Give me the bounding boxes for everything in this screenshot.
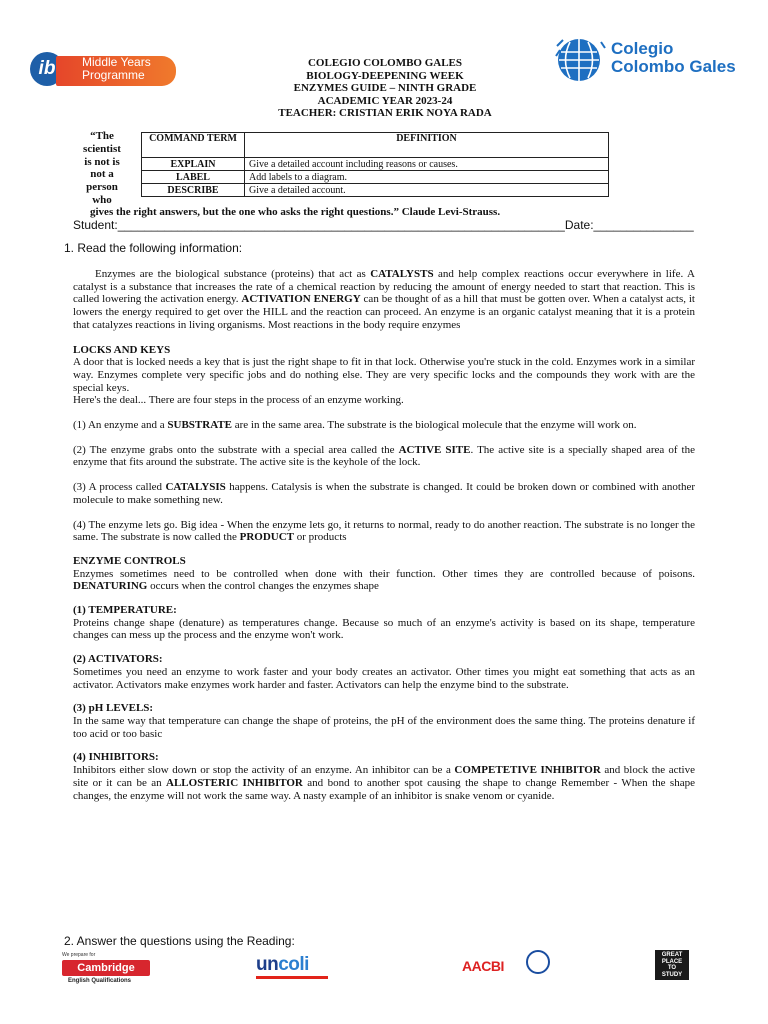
ib-line1: Middle Years <box>82 55 151 69</box>
header-command-term: COMMAND TERM <box>142 133 245 158</box>
document-header <box>180 57 590 120</box>
aacbi-wordmark: AACBI <box>462 958 504 974</box>
text: can be thought of as a hill that must be gotten over. When a catalyst acts, it lowers the energy required to get over the HILL and the reaction can proceed. An enzyme is an organic catalyst meaning that it is a protein that catalyzes reactions in living organisms. Most reactions in the body require enzymes <box>73 293 695 331</box>
quote-end: gives the right answers, but the one who asks the right questions.” Claude Levi-Strauss. <box>90 206 501 218</box>
text: or products <box>293 531 347 544</box>
term-cell: EXPLAIN <box>142 158 245 171</box>
text: Enzymes sometimes need to be controlled when done with their function. Other times they are controlled because of poisons. <box>73 567 695 580</box>
student-date-line[interactable]: Student:___________________________________________________________________Date:_______________ <box>73 218 694 232</box>
text: (2) The enzyme grabs onto the substrate with a special area called the <box>73 443 399 456</box>
step-3 <box>73 481 695 506</box>
controls-paragraph <box>73 568 695 593</box>
term-activation-energy: ACTIVATION ENERGY <box>241 293 361 306</box>
quote-line: person <box>86 181 118 194</box>
ph-title: (3) pH LEVELS: <box>73 702 154 715</box>
text: (4) The enzyme lets go. Big idea - When the enzyme lets go, it returns to normal, ready to do another reaction. The substrate is no longer the same. The substrate is now called the <box>73 518 695 544</box>
term-active-site: ACTIVE SITE <box>398 443 471 456</box>
quote-line: who <box>92 193 112 206</box>
definition-cell: Give a detailed account including reasons or causes. <box>245 158 609 171</box>
cambridge-small-text: We prepare for <box>62 952 96 958</box>
locks-deal: Here's the deal... There are four steps in the process of an enzyme working. <box>73 394 404 407</box>
ph-text: In the same way that temperature can change the shape of proteins, the pH of the environment does the same thing. The proteins denature if too acid or too basic <box>73 714 695 740</box>
activators-text: Sometimes you need an enzyme to work faster and your body creates an activator. Other times you might eat something that acts as an activator. Activators make enzymes work harder and faster. Activators can help the enzyme bind to the substrate. <box>73 665 695 691</box>
uncoli-logo <box>256 955 332 981</box>
question-1-heading: 1. Read the following information: <box>64 241 243 255</box>
temperature-text: Proteins change shape (denature) as temperatures change. Because so much of an enzyme's activity is based on its shape, temperature changes can mess up the process and the enzyme won't work. <box>73 616 695 642</box>
header-line1: COLEGIO COLOMBO GALES <box>307 57 463 69</box>
definition-cell: Add labels to a diagram. <box>245 171 609 184</box>
uncoli-part-a: un <box>256 954 279 975</box>
great-place-to-study-logo <box>655 950 689 980</box>
term-catalysts: CATALYSTS <box>370 268 434 280</box>
header-definition: DEFINITION <box>245 133 609 158</box>
definition-cell: Give a detailed account. <box>245 184 609 197</box>
term-cell: DESCRIBE <box>142 184 245 197</box>
header-line3: ENZYMES GUIDE – NINTH GRADE <box>293 82 477 95</box>
globe-icon <box>526 950 550 974</box>
quote-line: scientist <box>83 142 121 155</box>
section-title-locks: LOCKS AND KEYS <box>73 343 171 356</box>
text: are in the same area. The substrate is the biological molecule that the enzyme will work on. <box>232 419 637 432</box>
intro-paragraph <box>73 268 695 332</box>
header-line5: TEACHER: CRISTIAN ERIK NOYA RADA <box>278 107 492 120</box>
inhibitors-text <box>73 764 695 802</box>
text: occurs when the control changes the enzymes shape <box>147 580 379 593</box>
question-2-heading: 2. Answer the questions using the Reading: <box>64 934 295 948</box>
quote-start <box>73 130 131 207</box>
ib-circle-icon: ib <box>30 52 64 86</box>
header-line2: BIOLOGY-DEEPENING WEEK <box>306 69 464 82</box>
command-terms-table <box>141 132 609 197</box>
aacbi-logo <box>462 950 558 978</box>
gptw-line: GREAT <box>661 952 683 958</box>
quote-line: not a <box>90 168 114 181</box>
uncoli-underline <box>256 976 328 979</box>
school-line2: Colombo Gales <box>611 57 736 76</box>
gptw-line: STUDY <box>661 971 683 978</box>
text: . The active site is a specially shaped area of the enzyme that fits around the substrate. The active site is the keyhole of the lock. <box>73 443 695 469</box>
text: Inhibitors either slow down or stop the activity of an enzyme. An inhibitor can be a <box>73 764 455 777</box>
school-line1: Colegio <box>611 39 674 58</box>
cambridge-wordmark: Cambridge <box>62 960 150 976</box>
locks-paragraph: A door that is locked needs a key that is just the right shape to fit in that lock. Otherwise you're stuck in the cold. Enzymes work in a similar way. Enzymes complete very specific jobs and do nothing else. They are very specific locks and the compounds they work with are the special keys. <box>73 356 695 394</box>
step-4 <box>73 519 695 544</box>
quote-line: “The <box>90 130 114 142</box>
text: (3) A process called <box>73 481 166 494</box>
section-title-controls: ENZYME CONTROLS <box>73 554 186 567</box>
term-cell: LABEL <box>142 171 245 184</box>
table-row <box>142 171 609 184</box>
header-line4: ACADEMIC YEAR 2023-24 <box>317 94 453 107</box>
text: and block the active site or it can be an <box>73 764 695 789</box>
text: and bond to another spot causing the shape to change Remember - When the shape changes, the enzyme will not work the same way. A nasty example of an inhibitor is snake venom or cyanide. <box>73 776 695 802</box>
temperature-title: (1) TEMPERATURE: <box>73 604 177 617</box>
table-header-row <box>142 133 609 158</box>
gptw-line: TO <box>667 965 677 972</box>
step-2 <box>73 444 695 469</box>
term-denaturing: DENATURING <box>73 580 148 593</box>
ib-banner <box>56 56 176 86</box>
table-row <box>142 184 609 197</box>
term-allosteric-inhibitor: ALLOSTERIC INHIBITOR <box>166 776 303 789</box>
term-catalysis: CATALYSIS <box>165 481 226 494</box>
table-row <box>142 158 609 171</box>
ib-myp-logo <box>30 52 178 92</box>
text: (1) An enzyme and a <box>73 419 168 432</box>
text: happens. Catalysis is when the substrate is changed. It could be broken down or combined with another molecule to make something new. <box>73 481 695 506</box>
text: Enzymes are the biological substance (proteins) that act as <box>95 268 371 280</box>
ib-line2: Programme <box>82 68 145 82</box>
reading-text <box>73 268 695 802</box>
school-name <box>611 40 736 76</box>
inhibitors-title: (4) INHIBITORS: <box>73 751 159 764</box>
term-product: PRODUCT <box>239 531 294 544</box>
step-1 <box>73 419 695 432</box>
activators-title: (2) ACTIVATORS: <box>73 653 163 666</box>
cambridge-subtitle: English Qualifications <box>68 978 132 984</box>
cambridge-logo <box>62 952 150 988</box>
gptw-line: PLACE <box>661 958 683 965</box>
term-competitive-inhibitor: COMPETETIVE INHIBITOR <box>454 764 601 777</box>
uncoli-part-b: coli <box>278 954 309 975</box>
quote-line: is not is <box>84 155 120 168</box>
text: and help complex reactions occur everywhere in life. A catalyst is a substance that increases the rate of a chemical reaction by reducing the amount of energy needed to start that reaction. This is called lowering the activation energy. <box>73 268 695 306</box>
term-substrate: SUBSTRATE <box>167 419 232 432</box>
uncoli-wordmark <box>256 955 332 975</box>
